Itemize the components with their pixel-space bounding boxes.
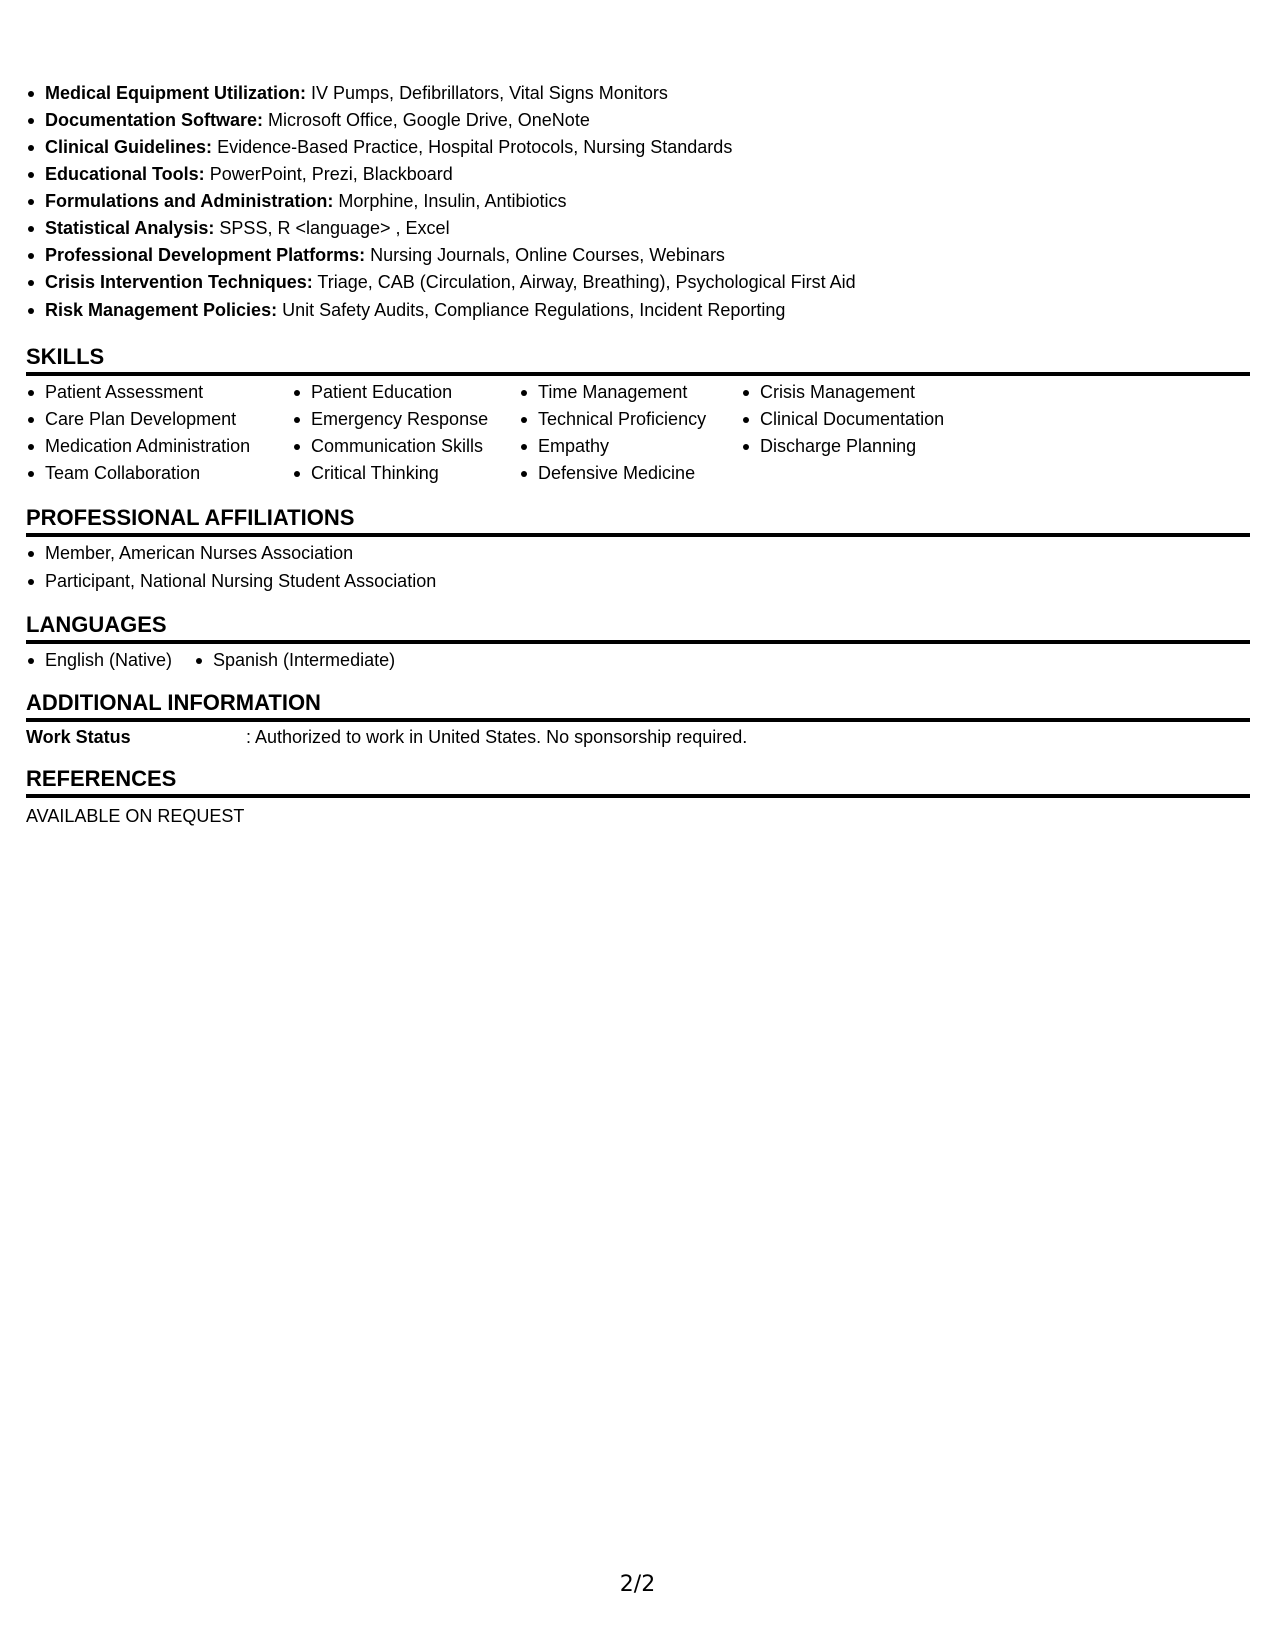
section-divider bbox=[26, 718, 1250, 722]
list-item bbox=[26, 80, 1250, 107]
section-divider bbox=[26, 533, 1250, 537]
list-item bbox=[26, 107, 1250, 134]
list-item: Critical Thinking bbox=[292, 460, 519, 487]
section-title-affiliations: PROFESSIONAL AFFILIATIONS bbox=[26, 505, 355, 530]
tool-value: Unit Safety Audits, Compliance Regulations, Incident Reporting bbox=[282, 300, 786, 320]
tool-value: PowerPoint, Prezi, Blackboard bbox=[209, 164, 453, 184]
section-title-additional: ADDITIONAL INFORMATION bbox=[26, 690, 321, 715]
additional-info-section bbox=[26, 690, 1250, 750]
list-item bbox=[26, 134, 1250, 161]
tool-label: Statistical Analysis: bbox=[45, 218, 215, 238]
tool-value: Triage, CAB (Circulation, Airway, Breathing), Psychological First Aid bbox=[317, 272, 856, 292]
section-title-skills: SKILLS bbox=[26, 344, 105, 369]
list-item bbox=[26, 297, 1250, 324]
list-item: Empathy bbox=[519, 433, 741, 460]
tool-value: Evidence-Based Practice, Hospital Protocols, Nursing Standards bbox=[217, 137, 733, 157]
section-divider bbox=[26, 640, 1250, 644]
section-divider bbox=[26, 794, 1250, 798]
tool-label: Documentation Software: bbox=[45, 110, 264, 130]
section-divider bbox=[26, 372, 1250, 376]
skills-column bbox=[519, 379, 741, 487]
tool-label: Crisis Intervention Techniques: bbox=[45, 272, 313, 292]
tool-value: Morphine, Insulin, Antibiotics bbox=[338, 191, 567, 211]
list-item: Participant, National Nursing Student Association bbox=[26, 568, 1250, 596]
list-item: Discharge Planning bbox=[741, 433, 1001, 460]
list-item bbox=[26, 269, 1250, 296]
list-item bbox=[26, 161, 1250, 188]
list-item bbox=[26, 215, 1250, 242]
section-title-references: REFERENCES bbox=[26, 766, 177, 791]
list-item: Care Plan Development bbox=[26, 406, 292, 433]
tool-label: Educational Tools: bbox=[45, 164, 205, 184]
resume-page bbox=[26, 80, 1250, 829]
tool-label: Professional Development Platforms: bbox=[45, 245, 366, 265]
affiliations-list bbox=[26, 540, 1250, 596]
list-item: Medication Administration bbox=[26, 433, 292, 460]
work-status-value: : Authorized to work in United States. No sponsorship required. bbox=[246, 727, 748, 747]
list-item: Patient Assessment bbox=[26, 379, 292, 406]
skills-column bbox=[741, 379, 1001, 487]
list-item: Defensive Medicine bbox=[519, 460, 741, 487]
list-item: Spanish (Intermediate) bbox=[194, 647, 395, 674]
affiliations-section bbox=[26, 505, 1250, 596]
list-item bbox=[26, 188, 1250, 215]
references-section bbox=[26, 766, 1250, 829]
tool-value: SPSS, R <language> , Excel bbox=[219, 218, 450, 238]
tool-label: Clinical Guidelines: bbox=[45, 137, 213, 157]
languages-list bbox=[26, 647, 1250, 674]
skills-column bbox=[26, 379, 292, 487]
tool-label: Risk Management Policies: bbox=[45, 300, 278, 320]
skills-column bbox=[292, 379, 519, 487]
list-item: Clinical Documentation bbox=[741, 406, 1001, 433]
work-status-row bbox=[26, 725, 1250, 750]
page-number: 2/2 bbox=[619, 1572, 656, 1597]
list-item: Emergency Response bbox=[292, 406, 519, 433]
tool-label: Formulations and Administration: bbox=[45, 191, 334, 211]
tool-value: Microsoft Office, Google Drive, OneNote bbox=[268, 110, 590, 130]
list-item: Member, American Nurses Association bbox=[26, 540, 1250, 568]
tool-value: IV Pumps, Defibrillators, Vital Signs Monitors bbox=[311, 83, 668, 103]
list-item: Crisis Management bbox=[741, 379, 1001, 406]
tool-value: Nursing Journals, Online Courses, Webinars bbox=[370, 245, 725, 265]
tool-label: Medical Equipment Utilization: bbox=[45, 83, 307, 103]
list-item: Time Management bbox=[519, 379, 741, 406]
languages-section bbox=[26, 612, 1250, 674]
section-title-languages: LANGUAGES bbox=[26, 612, 167, 637]
tools-list bbox=[26, 80, 1250, 324]
references-text: AVAILABLE ON REQUEST bbox=[26, 806, 245, 826]
work-status-label: Work Status bbox=[26, 727, 131, 747]
skills-grid bbox=[26, 379, 1250, 487]
list-item: English (Native) bbox=[26, 647, 194, 674]
skills-section bbox=[26, 344, 1250, 487]
list-item: Patient Education bbox=[292, 379, 519, 406]
list-item: Technical Proficiency bbox=[519, 406, 741, 433]
list-item: Communication Skills bbox=[292, 433, 519, 460]
list-item: Team Collaboration bbox=[26, 460, 292, 487]
list-item bbox=[26, 242, 1250, 269]
